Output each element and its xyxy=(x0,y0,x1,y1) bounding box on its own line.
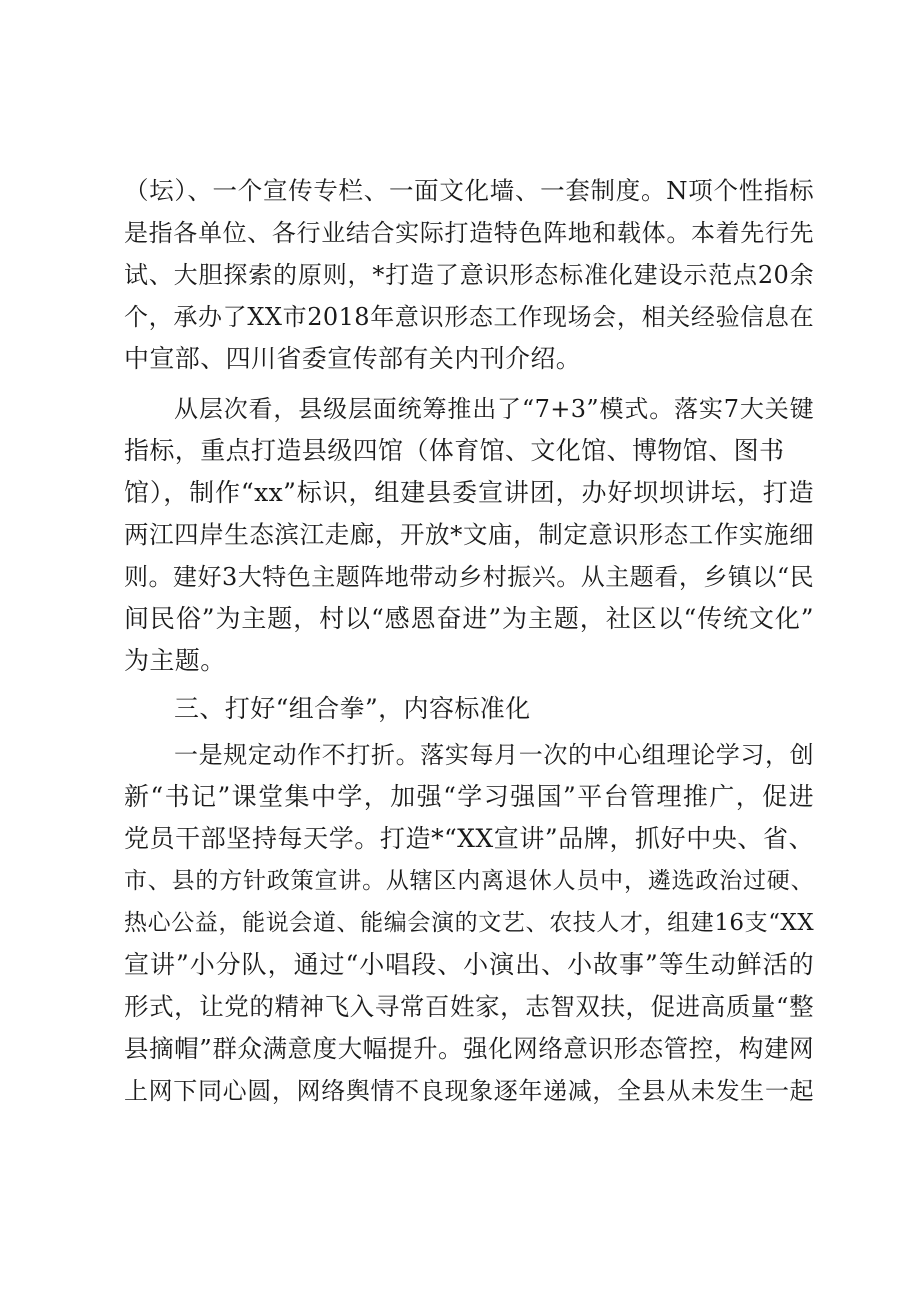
text-line: （坛）、一个宣传专栏、一面文化墙、一套制度。N项个性指标 xyxy=(124,176,814,205)
text-line: 热心公益，能说会道、能编会演的文艺、农技人才，组建16支“XX xyxy=(124,910,814,936)
text-line: 间民俗”为主题，村以“感恩奋进”为主题，社区以“传统文化” xyxy=(124,604,814,633)
text-line: 上网下同心圆，网络舆情不良现象逐年递减，全县从未发生一起 xyxy=(124,1077,814,1105)
text-line: 为主题。 xyxy=(124,646,226,675)
text-line: 县摘帽”群众满意度大幅提升。强化网络意识形态管控，构建网 xyxy=(124,1034,814,1063)
text-line: 市、县的方针政策宣讲。从辖区内离退休人员中，遴选政治过硬、 xyxy=(124,868,814,894)
text-line: 中宣部、四川省委宣传部有关内刊介绍。 xyxy=(124,344,582,373)
text-line: 一是规定动作不打折。落实每月一次的中心组理论学习，创 xyxy=(174,741,814,769)
text-line: 指标，重点打造县级四馆（体育馆、文化馆、博物馆、图书 xyxy=(124,436,785,465)
text-line: 新“书记”课堂集中学，加强“学习强国”平台管理推广，促进 xyxy=(124,782,814,811)
text-line: 从层次看，县级层面统筹推出了“7+3”模式。落实7大关键 xyxy=(174,395,814,423)
text-line: 试、大胆探索的原则，*打造了意识形态标准化建设示范点20余 xyxy=(124,261,814,289)
text-line: 则。建好3大特色主题阵地带动乡村振兴。从主题看，乡镇以“民 xyxy=(124,563,814,591)
text-line: 馆），制作“xx”标识，组建县委宣讲团，办好坝坝讲坛，打造 xyxy=(124,478,814,507)
section-heading: 三、打好“组合拳”，内容标准化 xyxy=(174,694,531,723)
text-line: 个，承办了XX市2018年意识形态工作现场会，相关经验信息在 xyxy=(124,303,814,331)
text-line: 形式，让党的精神飞入寻常百姓家，志智双扶，促进高质量“整 xyxy=(124,992,814,1021)
text-line: 两江四岸生态滨江走廊，开放*文庙，制定意识形态工作实施细 xyxy=(124,520,814,549)
text-line: 是指各单位、各行业结合实际打造特色阵地和载体。本着先行先 xyxy=(124,219,814,247)
text-line: 党员干部坚持每天学。打造*“XX宣讲”品牌，抓好中央、省、 xyxy=(124,824,814,853)
text-line: 宣讲”小分队，通过“小唱段、小演出、小故事”等生动鲜活的 xyxy=(124,950,814,979)
